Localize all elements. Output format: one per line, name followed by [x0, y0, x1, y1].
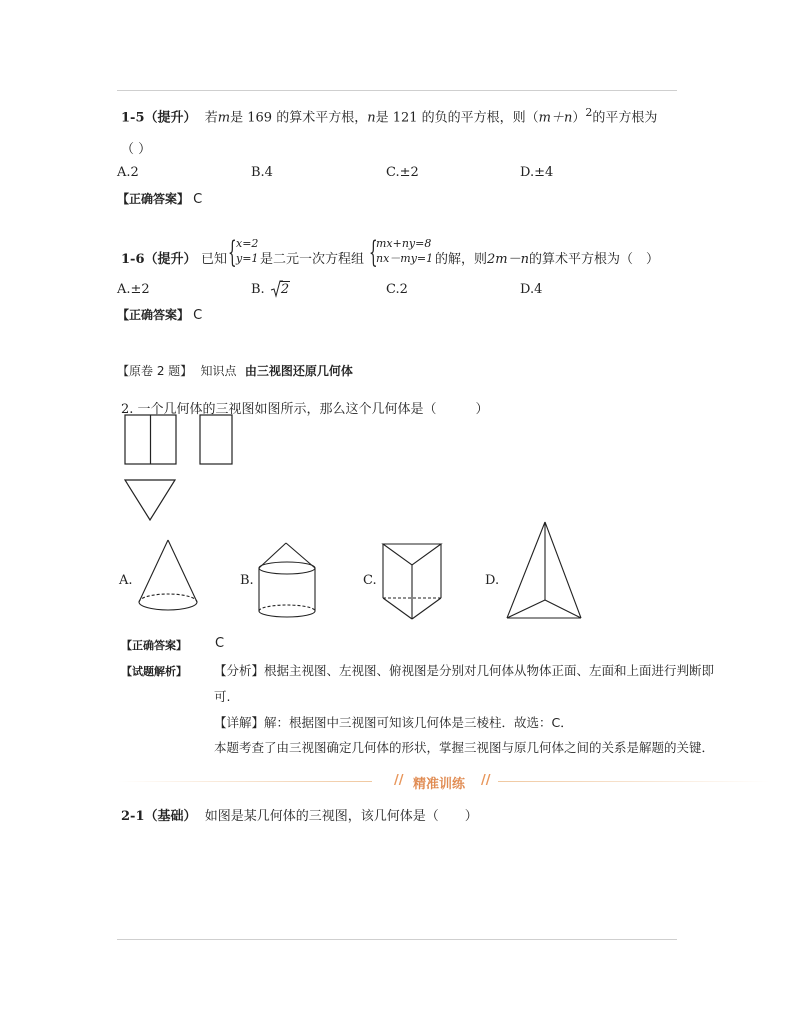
- section-label: 【原卷 2 题】: [117, 364, 193, 378]
- answer-paren: （ ）: [121, 142, 152, 157]
- triangular-prism-figure: [381, 540, 451, 625]
- option-c: C.2: [386, 282, 408, 297]
- stem-text: 是 121 的负的平方根，则（: [375, 110, 539, 126]
- answer-label: 【正确答案】: [121, 639, 187, 652]
- cylinder-cone-figure: [256, 538, 326, 623]
- option-a: A.2: [117, 165, 139, 180]
- option-label: B.: [251, 282, 265, 297]
- equation-line: x=2: [236, 237, 259, 250]
- option-d-label: D.: [485, 573, 500, 588]
- banner-title: 精准训练: [413, 777, 466, 792]
- stem-text: 的解，则: [435, 252, 488, 267]
- solution-system: [236, 236, 258, 266]
- sqrt-expression: [271, 282, 290, 297]
- stem-text: 是 169 的算术平方根，: [230, 110, 368, 126]
- question-number: 1-5: [121, 110, 145, 126]
- banner-deco-left: //: [394, 773, 404, 788]
- three-views-figure: [124, 414, 324, 524]
- variable-m: m: [217, 110, 231, 126]
- option-d: D.±4: [520, 165, 554, 180]
- question-2-1-stem: [121, 805, 478, 824]
- correct-answer: [117, 306, 202, 323]
- question-1-6-number: [121, 248, 197, 267]
- sqrt-icon: [271, 281, 281, 297]
- question-2-stem: 2. 一个几何体的三视图如图所示，那么这个几何体是（ ）: [121, 402, 489, 417]
- expression: 2m－n: [487, 252, 529, 267]
- banner-deco-right: //: [481, 773, 491, 788]
- stem-text: 若: [204, 110, 218, 126]
- side-view: [200, 415, 232, 464]
- analysis-line-2: 可.: [214, 689, 231, 704]
- equation-system: [376, 236, 433, 266]
- tetrahedron-figure: [505, 520, 585, 620]
- top-view: [125, 480, 175, 520]
- equation-line: nx－my=1: [376, 252, 434, 265]
- answer-value: C: [193, 308, 203, 323]
- option-a: A.±2: [117, 282, 150, 297]
- knowledge-point: 由三视图还原几何体: [244, 364, 353, 378]
- stem-text: ）: [572, 110, 586, 126]
- question-1-6-tail: [435, 248, 659, 267]
- stem-text: 的平方根为: [592, 110, 658, 126]
- footer-divider: [117, 939, 677, 940]
- option-a-label: A.: [119, 573, 133, 588]
- analysis-label: 【试题解析】: [121, 665, 187, 678]
- section-heading: [117, 362, 353, 379]
- expression: m＋n: [538, 110, 573, 126]
- option-c-label: C.: [363, 573, 377, 588]
- question-level: （提升）: [144, 252, 197, 267]
- answer-value: C: [193, 192, 203, 207]
- left-brace: {: [369, 235, 378, 270]
- answer-label: 【正确答案】: [117, 192, 190, 206]
- question-number: 2-1: [121, 809, 145, 824]
- stem-text: 的算术平方根为（ ）: [529, 252, 660, 267]
- equation-line: mx+ny=8: [376, 237, 432, 250]
- variable-n: n: [367, 110, 376, 126]
- analysis-line-1: 【分析】根据主视图、左视图、俯视图是分别对几何体从物体正面、左面和上面进行判断即: [214, 663, 715, 678]
- answer-value: C: [215, 636, 225, 651]
- option-d: D.4: [520, 282, 543, 297]
- detail-text: 【详解】解：根据图中三视图可知该几何体是三棱柱．故选：C．: [214, 715, 573, 730]
- knowledge-point-label: 知识点: [200, 364, 237, 378]
- option-b: [251, 282, 290, 297]
- equation-line: y=1: [236, 252, 259, 265]
- left-brace: {: [228, 235, 237, 270]
- banner-line-left: [117, 781, 372, 782]
- option-c: C.±2: [386, 165, 419, 180]
- stem-text: 如图是某几何体的三视图，该几何体是（ ）: [204, 809, 478, 824]
- summary-text: 本题考查了由三视图确定几何体的形状，掌握三视图与原几何体之间的关系是解题的关键．: [214, 740, 715, 755]
- question-number: 1-6: [121, 252, 145, 267]
- question-level: （提升）: [144, 110, 197, 126]
- superscript: 2: [585, 106, 593, 119]
- cone-figure: [136, 532, 206, 617]
- stem-text: 已知: [201, 252, 228, 267]
- question-1-5-stem: [121, 106, 657, 125]
- correct-answer: [117, 190, 202, 207]
- sqrt-argument: 2: [280, 282, 290, 297]
- banner-line-right: [498, 781, 770, 782]
- question-level: （基础）: [144, 809, 197, 824]
- option-b: B.4: [251, 165, 273, 180]
- stem-text: 是二元一次方程组: [260, 252, 365, 267]
- option-b-label: B.: [240, 573, 254, 588]
- header-divider: [117, 90, 677, 91]
- answer-label: 【正确答案】: [117, 308, 190, 322]
